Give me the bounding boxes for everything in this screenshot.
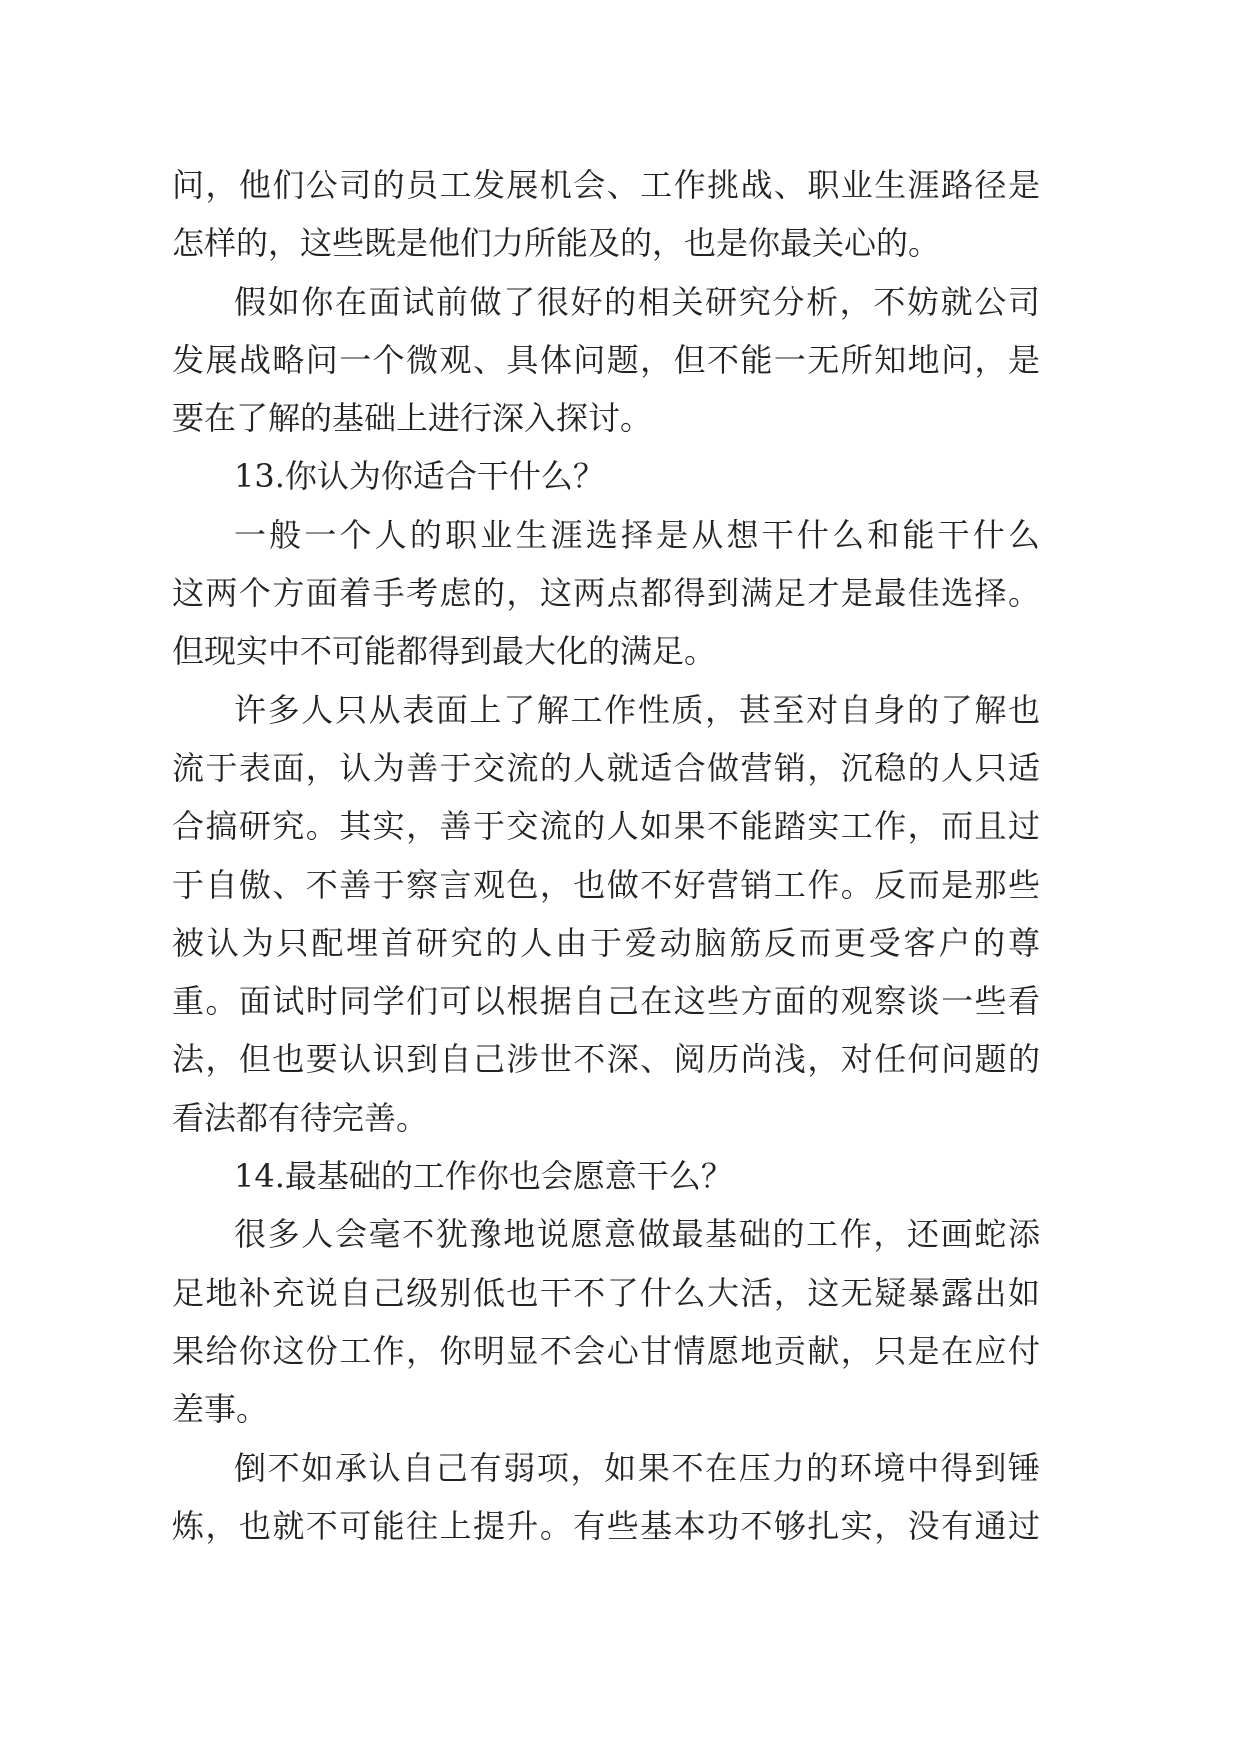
text-line: 合搞研究。其实，善于交流的人如果不能踏实工作，而且过 xyxy=(172,807,1040,846)
paragraph xyxy=(172,156,1040,273)
text-line: 很多人会毫不犹豫地说愿意做最基础的工作，还画蛇添 xyxy=(234,1215,1040,1254)
text-line: 看法都有待完善。 xyxy=(172,1098,429,1137)
text-line: 13.你认为你适合干什么？ xyxy=(234,457,605,496)
text-line: 许多人只从表面上了解工作性质，甚至对自身的了解也 xyxy=(234,690,1040,729)
text-line: 这两个方面着手考虑的，这两点都得到满足才是最佳选择。 xyxy=(172,574,1040,613)
text-line: 果给你这份工作，你明显不会心甘情愿地贡献，只是在应付 xyxy=(172,1331,1040,1370)
text-line: 法，但也要认识到自己涉世不深、阅历尚浅，对任何问题的 xyxy=(172,1040,1040,1079)
paragraph xyxy=(172,681,1040,1147)
paragraph xyxy=(172,1439,1040,1556)
text-line: 被认为只配埋首研究的人由于爱动脑筋反而更受客户的尊 xyxy=(172,923,1040,962)
text-line: 发展战略问一个微观、具体问题，但不能一无所知地问，是 xyxy=(172,340,1040,379)
text-line: 于自傲、不善于察言观色，也做不好营销工作。反而是那些 xyxy=(172,865,1040,904)
text-line: 重。面试时同学们可以根据自己在这些方面的观察谈一些看 xyxy=(172,982,1040,1021)
paragraph xyxy=(172,506,1040,681)
text-line: 问，他们公司的员工发展机会、工作挑战、职业生涯路径是 xyxy=(172,166,1040,204)
document-body xyxy=(172,156,1040,1555)
text-line: 差事。 xyxy=(172,1390,269,1429)
text-line: 14.最基础的工作你也会愿意干么？ xyxy=(234,1157,733,1196)
text-line: 假如你在面试前做了很好的相关研究分析，不妨就公司 xyxy=(234,282,1040,321)
text-line: 足地补充说自己级别低也干不了什么大活，这无疑暴露出如 xyxy=(172,1273,1040,1312)
text-line: 流于表面，认为善于交流的人就适合做营销，沉稳的人只适 xyxy=(172,748,1040,787)
text-line: 倒不如承认自己有弱项，如果不在压力的环境中得到锤 xyxy=(234,1448,1040,1487)
text-line: 但现实中不可能都得到最大化的满足。 xyxy=(172,632,717,671)
paragraph xyxy=(172,1205,1040,1438)
question-heading xyxy=(172,447,1040,505)
paragraph xyxy=(172,273,1040,448)
text-line: 怎样的，这些既是他们力所能及的，也是你最关心的。 xyxy=(172,224,941,263)
question-heading xyxy=(172,1147,1040,1205)
text-line: 要在了解的基础上进行深入探讨。 xyxy=(172,399,653,438)
text-line: 炼，也就不可能往上提升。有些基本功不够扎实，没有通过 xyxy=(172,1506,1040,1545)
text-line: 一般一个人的职业生涯选择是从想干什么和能干什么 xyxy=(234,515,1040,554)
